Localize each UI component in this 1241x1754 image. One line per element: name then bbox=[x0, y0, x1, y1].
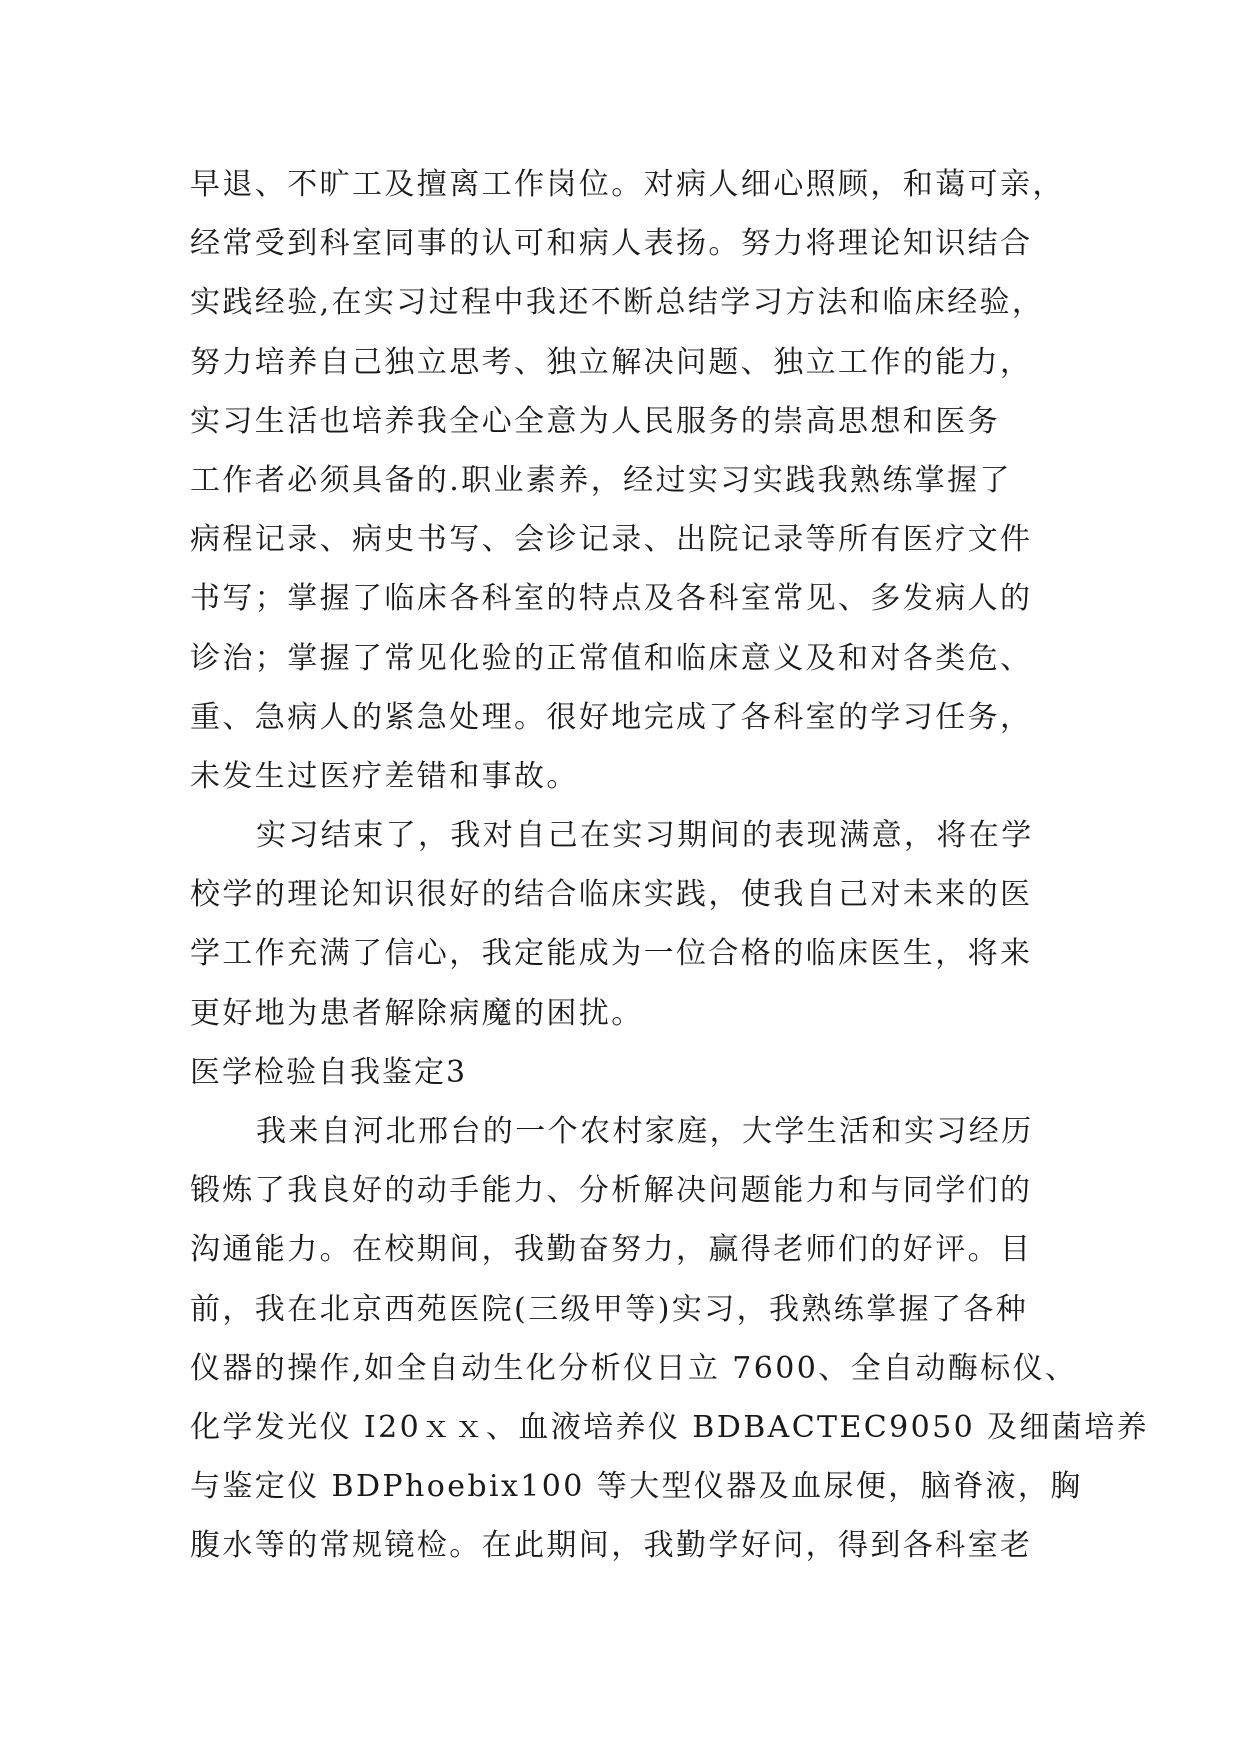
text-line: 经常受到科室同事的认可和病人表扬。努力将理论知识结合 bbox=[190, 226, 1033, 262]
document-body bbox=[190, 155, 1150, 1576]
text-line: 前，我在北京西苑医院(三级甲等)实习，我熟练掌握了各种 bbox=[190, 1291, 1029, 1327]
text-line: 诊治；掌握了常见化验的正常值和临床意义及和对各类危、 bbox=[190, 640, 1033, 676]
text-line: 校学的理论知识很好的结合临床实践，使我自己对未来的医 bbox=[190, 877, 1033, 913]
text-line: 实习生活也培养我全心全意为人民服务的崇高思想和医务 bbox=[190, 403, 1000, 439]
text-line: 重、急病人的紧急处理。很好地完成了各科室的学习任务， bbox=[190, 699, 1033, 735]
text-line: 书写；掌握了临床各科室的特点及各科室常见、多发病人的 bbox=[190, 581, 1033, 617]
text-line: 努力培养自己独立思考、独立解决问题、独立工作的能力， bbox=[190, 344, 1033, 380]
text-line: 腹水等的常规镜检。在此期间，我勤学好问，得到各科室老 bbox=[190, 1528, 1033, 1564]
text-line: 锻炼了我良好的动手能力、分析解决问题能力和与同学们的 bbox=[190, 1173, 1033, 1209]
paragraph-start-line: 实习结束了，我对自己在实习期间的表现满意，将在学 bbox=[256, 818, 1034, 854]
text-line: 沟通能力。在校期间，我勤奋努力，赢得老师们的好评。目 bbox=[190, 1232, 1033, 1268]
text-line: 早退、不旷工及擅离工作岗位。对病人细心照顾，和蔼可亲， bbox=[190, 167, 1065, 202]
text-line: 未发生过医疗差错和事故。 bbox=[190, 758, 579, 794]
section-heading: 医学检验自我鉴定3 bbox=[190, 1054, 468, 1090]
text-line: 实践经验,在实习过程中我还不断总结学习方法和临床经验， bbox=[190, 285, 1045, 321]
text-line: 与鉴定仪 BDPhoebix100 等大型仪器及血尿便，脑脊液，胸 bbox=[190, 1469, 1083, 1505]
text-line: 化学发光仪 I20ｘｘ、血液培养仪 BDBACTEC9050 及细菌培养 bbox=[190, 1409, 1150, 1445]
text-line: 仪器的操作,如全自动生化分析仪日立 7600、全自动酶标仪、 bbox=[190, 1350, 1078, 1386]
text-line: 学工作充满了信心，我定能成为一位合格的临床医生，将来 bbox=[190, 936, 1033, 972]
text-line: 更好地为患者解除病魔的困扰。 bbox=[190, 995, 644, 1031]
text-line: 病程记录、病史书写、会诊记录、出院记录等所有医疗文件 bbox=[190, 522, 1033, 558]
text-line: 工作者必须具备的.职业素养，经过实习实践我熟练掌握了 bbox=[190, 462, 1012, 498]
paragraph-start-line: 我来自河北邢台的一个农村家庭，大学生活和实习经历 bbox=[256, 1114, 1034, 1149]
